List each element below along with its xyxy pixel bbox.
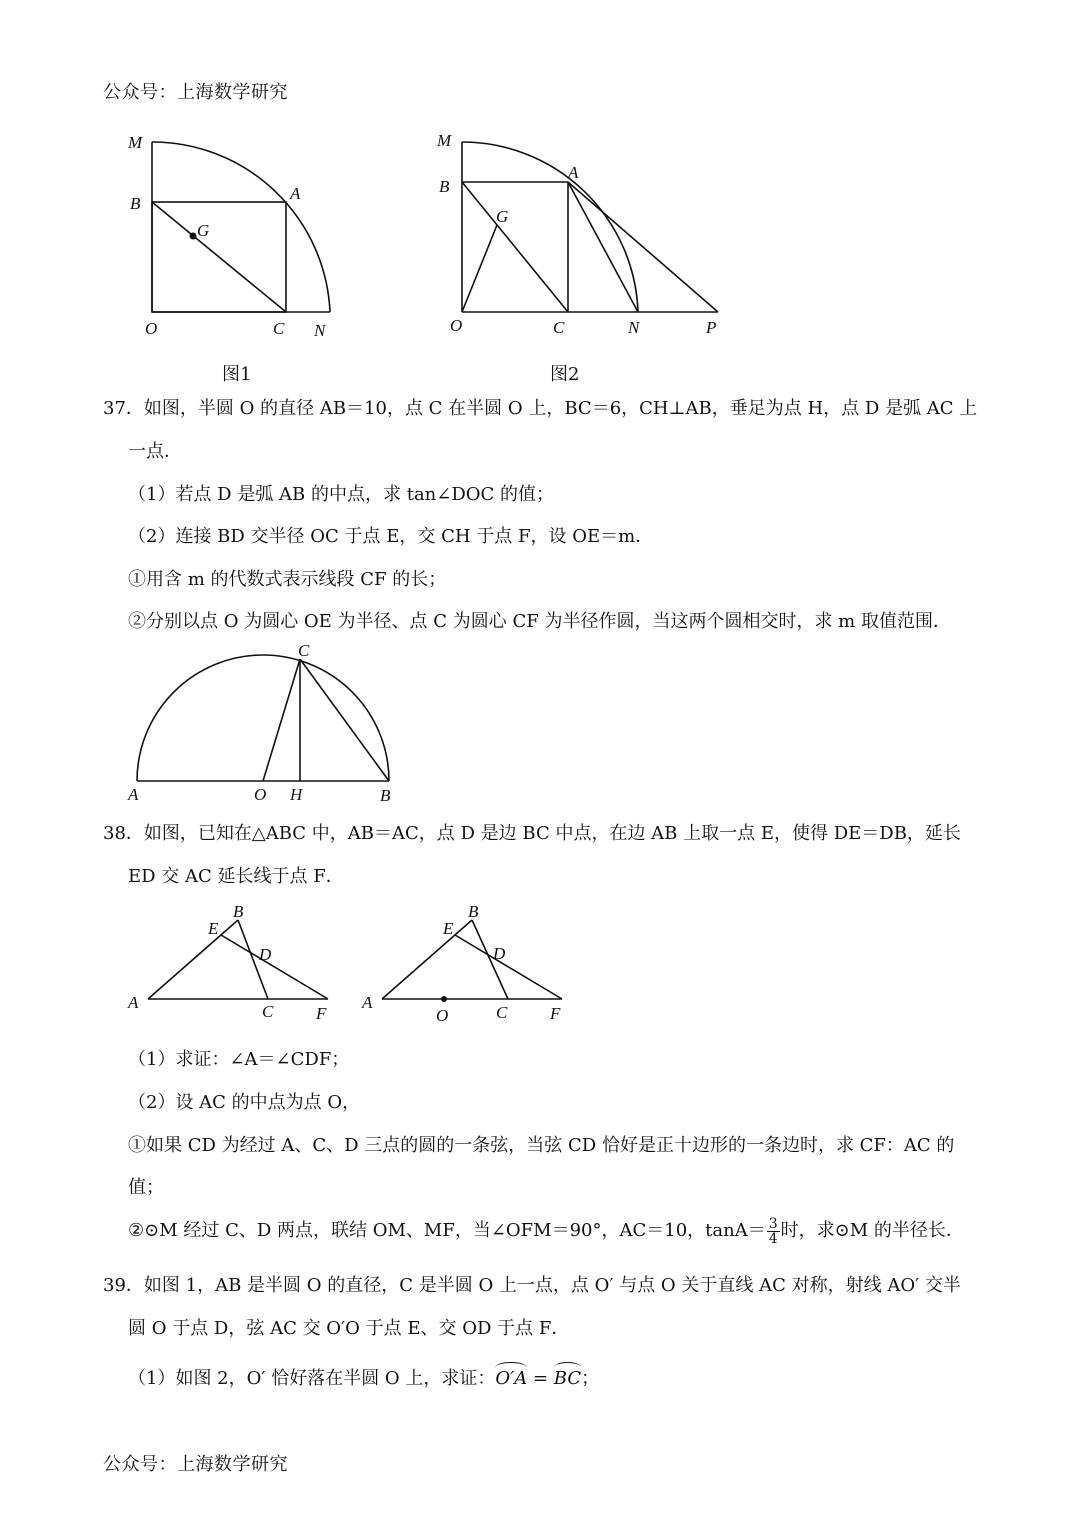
q38l-label-e: E xyxy=(208,919,219,938)
q38r-ab xyxy=(382,920,472,999)
q37-part-2-2: ②分别以点 O 为圆心 OE 为半径、点 C 为圆心 CF 为半径作圆，当这两个圆相交时，求 m 取值范围． xyxy=(128,611,951,632)
q39-line-2: 圆 O 于点 D，弦 AC 交 O′O 于点 E、交 OD 于点 F． xyxy=(128,1318,570,1339)
q38r-label-b: B xyxy=(468,902,479,921)
q39-line-1: 39．如图 1，AB 是半圆 O 的直径，C 是半圆 O 上一点，点 O′ 与点 O 关于直线 AC 对称，射线 AO′ 交半 xyxy=(103,1275,961,1296)
q38l-label-a: A xyxy=(128,993,139,1012)
q38-part-1: （1）求证：∠A＝∠CDF； xyxy=(128,1049,350,1070)
q38-last-post: 时，求⊙M 的半径长． xyxy=(780,1220,964,1241)
q38r-point-o xyxy=(441,996,447,1002)
q37-label-h: H xyxy=(290,785,303,804)
q38r-label-e: E xyxy=(443,919,454,938)
fig2-caption: 图2 xyxy=(550,364,580,385)
q38r-label-f: F xyxy=(550,1004,561,1023)
fig1-label-b: B xyxy=(130,194,141,213)
fig2-label-o: O xyxy=(450,316,463,335)
page-footer: 公众号：上海数学研究 xyxy=(103,1454,288,1475)
q38r-label-d: D xyxy=(493,944,506,963)
q38-line-1: 38．如图，已知在△ABC 中，AB＝AC，点 D 是边 BC 中点，在边 AB 上取一点 E，使得 DE＝DB，延长 xyxy=(103,823,961,844)
q37-label-a: A xyxy=(128,785,139,804)
q38r-label-o: O xyxy=(436,1006,449,1025)
page-header: 公众号：上海数学研究 xyxy=(103,82,288,103)
fig2-label-a: A xyxy=(568,163,579,182)
arc-o-prime-a: O′A xyxy=(495,1362,527,1389)
q38-part-2-1: ①如果 CD 为经过 A、C、D 三点的圆的一条弦，当弦 CD 恰好是正十边形的一条边时，求 CF：AC 的 xyxy=(128,1135,955,1156)
q38-part-2-1-cont: 值； xyxy=(128,1177,164,1198)
fig2-label-n: N xyxy=(628,318,640,337)
q38-line-2: ED 交 AC 延长线于点 F． xyxy=(128,866,344,887)
fig2-label-g: G xyxy=(496,207,509,226)
q38-last-pre: ②⊙M 经过 C、D 两点，联结 OM、MF，当∠OFM＝90°，AC＝10，tanA＝ xyxy=(128,1220,766,1241)
q39-part1-pre: （1）如图 2，O′ 恰好落在半圆 O 上，求证： xyxy=(128,1368,496,1389)
frac-denominator: 4 xyxy=(768,1230,778,1247)
q37-label-o: O xyxy=(254,785,267,804)
q37-part-2: （2）连接 BD 交半径 OC 于点 E，交 CH 于点 F，设 OE＝m． xyxy=(128,526,654,547)
q38r-label-a: A xyxy=(362,993,373,1012)
q38l-label-f: F xyxy=(316,1004,327,1023)
fig2-label-p: P xyxy=(706,318,717,337)
q39-part1-post: ； xyxy=(581,1368,600,1389)
q38-part-2-2 xyxy=(128,1216,964,1246)
q39-part-1 xyxy=(128,1362,599,1390)
fig1-label-m: M xyxy=(128,133,143,152)
q37-line-1: 37．如图，半圆 O 的直径 AB＝10，点 C 在半圆 O 上，BC＝6，CH⊥AB，垂足为点 H，点 D 是弧 AC 上 xyxy=(103,398,978,419)
fig2-label-c: C xyxy=(553,318,565,337)
q37-label-b: B xyxy=(380,786,391,805)
fig2-label-m: M xyxy=(437,131,452,150)
q38r-ef xyxy=(455,935,562,999)
q37-part-1: （1）若点 D 是弧 AB 的中点，求 tan∠DOC 的值； xyxy=(128,484,555,505)
fig1-caption: 图1 xyxy=(222,364,252,385)
q38l-label-b: B xyxy=(233,902,244,921)
q37-line-2: 一点． xyxy=(128,441,182,462)
equals: = xyxy=(527,1368,554,1389)
tan-fraction xyxy=(767,1217,780,1246)
fig1-label-c: C xyxy=(273,319,285,338)
arc-bc: BC xyxy=(554,1362,581,1389)
fig2-label-b: B xyxy=(439,177,450,196)
q38l-label-c: C xyxy=(262,1002,274,1021)
fig1-label-a: A xyxy=(290,184,301,203)
q38-part-2: （2）设 AC 的中点为点 O， xyxy=(128,1092,361,1113)
fig1-label-n: N xyxy=(314,321,326,340)
q37-label-c: C xyxy=(298,641,310,660)
q37-part-2-1: ①用含 m 的代数式表示线段 CF 的长； xyxy=(128,569,447,590)
q38l-label-d: D xyxy=(259,945,272,964)
fig1-label-g: G xyxy=(197,221,210,240)
frac-numerator: 3 xyxy=(768,1215,778,1232)
q38r-label-c: C xyxy=(496,1003,508,1022)
fig1-label-o: O xyxy=(145,319,158,338)
